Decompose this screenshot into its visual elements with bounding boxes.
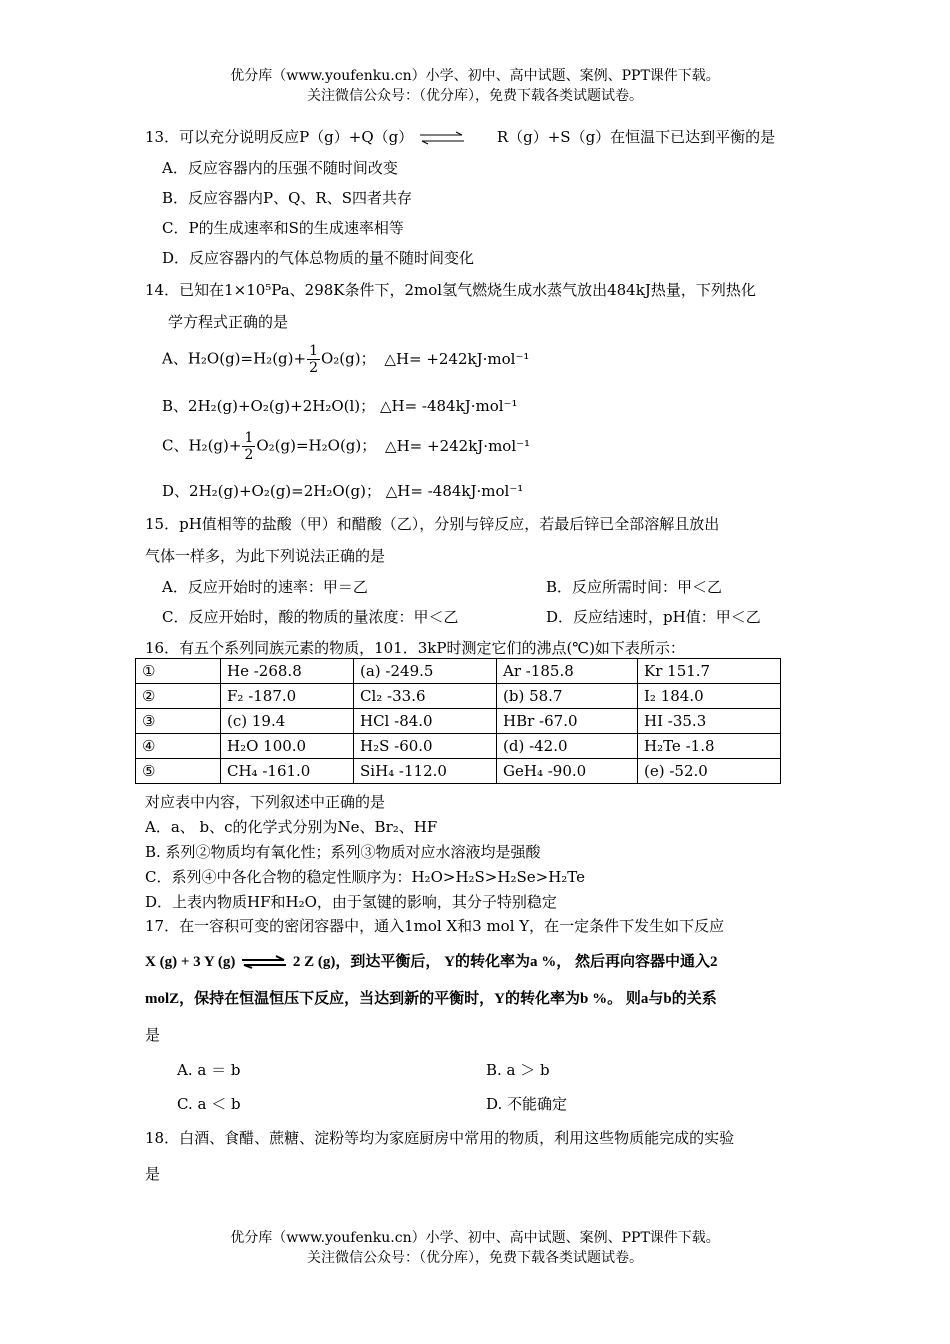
table-cell: HI -35.3 bbox=[638, 709, 781, 734]
table-row bbox=[136, 684, 781, 709]
q16-option-b: B. 系列②物质均有氧化性；系列③物质对应水溶液均是强酸 bbox=[145, 843, 541, 861]
q14-b-enthalpy: △H= -484kJ·mol⁻¹ bbox=[379, 397, 518, 415]
q14-d-enthalpy: △H= -484kJ·mol⁻¹ bbox=[385, 482, 524, 500]
q15-option-a: A．反应开始时的速率：甲＝乙 bbox=[162, 578, 368, 596]
q16-option-d: D．上表内物质HF和H₂O，由于氢键的影响，其分子特别稳定 bbox=[145, 893, 557, 911]
q13-option-a: A．反应容器内的压强不随时间改变 bbox=[162, 159, 398, 177]
q16-option-c: C．系列④中各化合物的稳定性顺序为：H₂O>H₂S>H₂Se>H₂Te bbox=[145, 868, 586, 886]
q14-c-enthalpy: △H= +242kJ·mol⁻¹ bbox=[385, 436, 531, 455]
table-cell: ③ bbox=[136, 709, 221, 734]
table-cell: H₂O 100.0 bbox=[221, 734, 354, 759]
table-row bbox=[136, 659, 781, 684]
fraction bbox=[307, 343, 320, 376]
fraction bbox=[242, 430, 255, 463]
q14-a-right: O₂(g)； bbox=[321, 349, 376, 368]
q16-option-a: A．a、 b、c的化学式分别为Ne、Br₂、HF bbox=[145, 818, 438, 836]
fraction-denominator: 2 bbox=[244, 447, 254, 463]
q13-stem-left: 13．可以充分说明反应P（g）+Q（g） bbox=[145, 128, 414, 146]
q15-option-b: B．反应所需时间：甲＜乙 bbox=[546, 578, 723, 596]
q17-equation-right: 2 Z (g)，到达平衡后， Y的转化率为a %， 然后再向容器中通入2 bbox=[292, 954, 718, 970]
q14-option-d bbox=[162, 480, 523, 501]
table-cell: GeH₄ -90.0 bbox=[497, 759, 638, 784]
table-cell: (b) 58.7 bbox=[497, 684, 638, 709]
q15-stem-1: 15．pH值相等的盐酸（甲）和醋酸（乙），分别与锌反应，若最后锌已全部溶解且放出 bbox=[145, 515, 720, 533]
header-line-2: 关注微信公众号：（优分库），免费下载各类试题试卷。 bbox=[307, 88, 643, 104]
q18-stem-2: 是 bbox=[145, 1165, 161, 1183]
q15-option-d: D．反应结速时，pH值：甲＜乙 bbox=[546, 608, 761, 626]
table-cell: SiH₄ -112.0 bbox=[354, 759, 497, 784]
q17-stem-1: 17．在一容积可变的密闭容器中，通入1mol X和3 mol Y，在一定条件下发生如下反应 bbox=[145, 917, 725, 935]
q17-equation-left: X (g) + 3 Y (g) bbox=[145, 954, 236, 970]
table-cell: CH₄ -161.0 bbox=[221, 759, 354, 784]
table-row bbox=[136, 759, 781, 784]
table-cell: (c) 19.4 bbox=[221, 709, 354, 734]
q14-a-left: A、H₂O(g)=H₂(g)+ bbox=[162, 349, 307, 368]
q17-stem-4: 是 bbox=[145, 1026, 161, 1044]
table-cell: HCl -84.0 bbox=[354, 709, 497, 734]
equilibrium-arrow-icon bbox=[418, 131, 466, 145]
table-cell: H₂S -60.0 bbox=[354, 734, 497, 759]
q13-stem bbox=[145, 126, 775, 147]
table-cell: He -268.8 bbox=[221, 659, 354, 684]
q18-stem-1: 18．白酒、食醋、蔗糖、淀粉等均为家庭厨房中常用的物质，利用这些物质能完成的实验 bbox=[145, 1129, 735, 1147]
q17-option-a: A. a ＝ b bbox=[177, 1061, 241, 1079]
table-cell: ① bbox=[136, 659, 221, 684]
table-cell: ⑤ bbox=[136, 759, 221, 784]
table-cell: ④ bbox=[136, 734, 221, 759]
q14-option-a bbox=[162, 343, 529, 376]
q13-option-b: B．反应容器内P、Q、R、S四者共存 bbox=[162, 189, 412, 207]
table-cell: H₂Te -1.8 bbox=[638, 734, 781, 759]
q14-option-c bbox=[162, 430, 530, 463]
q14-d-equation: D、2H₂(g)+O₂(g)=2H₂O(g)； bbox=[162, 482, 381, 500]
table-cell: Cl₂ -33.6 bbox=[354, 684, 497, 709]
fraction-numerator: 1 bbox=[244, 430, 254, 446]
q15-stem-2: 气体一样多，为此下列说法正确的是 bbox=[145, 547, 386, 565]
table-row bbox=[136, 709, 781, 734]
q14-c-right: O₂(g)=H₂O(g)； bbox=[256, 436, 377, 455]
table-cell: I₂ 184.0 bbox=[638, 684, 781, 709]
table-cell: Kr 151.7 bbox=[638, 659, 781, 684]
q16-stem: 16．有五个系列同族元素的物质，101．3kP时测定它们的沸点(℃)如下表所示： bbox=[145, 639, 685, 657]
q13-option-d: D．反应容器内的气体总物质的量不随时间变化 bbox=[162, 249, 475, 267]
q14-c-left: C、H₂(g)+ bbox=[162, 436, 242, 455]
q14-a-enthalpy: △H= +242kJ·mol⁻¹ bbox=[384, 349, 530, 368]
q17-option-b: B. a ＞ b bbox=[486, 1061, 550, 1079]
q14-option-b bbox=[162, 395, 517, 416]
q13-option-c: C．P的生成速率和S的生成速率相等 bbox=[162, 219, 404, 237]
table-row bbox=[136, 734, 781, 759]
fraction-numerator: 1 bbox=[309, 343, 318, 359]
table-cell: (e) -52.0 bbox=[638, 759, 781, 784]
table-cell: Ar -185.8 bbox=[497, 659, 638, 684]
q14-b-equation: B、2H₂(g)+O₂(g)+2H₂O(l)； bbox=[162, 397, 376, 415]
q17-stem-3: molZ，保持在恒温恒压下反应，当达到新的平衡时，Y的转化率为b %。 则a与b的关系 bbox=[145, 991, 717, 1007]
q14-stem-1: 14．已知在1×10⁵Pa、298K条件下，2mol氢气燃烧生成水蒸气放出484kJ热量，下列热化 bbox=[145, 281, 756, 299]
fraction-denominator: 2 bbox=[309, 360, 318, 376]
table-cell: ② bbox=[136, 684, 221, 709]
q17-option-d: D. 不能确定 bbox=[486, 1095, 568, 1113]
q17-equation-line bbox=[145, 950, 718, 971]
header-line-1: 优分库（www.youfenku.cn）小学、初中、高中试题、案例、PPT课件下载。 bbox=[230, 68, 720, 84]
table-cell: (a) -249.5 bbox=[354, 659, 497, 684]
q15-option-c: C．反应开始时，酸的物质的量浓度：甲＜乙 bbox=[162, 608, 459, 626]
table-cell: F₂ -187.0 bbox=[221, 684, 354, 709]
q17-option-c: C. a ＜ b bbox=[177, 1095, 241, 1113]
q16-after: 对应表中内容，下列叙述中正确的是 bbox=[145, 793, 386, 811]
footer-line-2: 关注微信公众号：（优分库），免费下载各类试题试卷。 bbox=[307, 1250, 643, 1266]
q13-stem-right: R（g）+S（g）在恒温下已达到平衡的是 bbox=[496, 128, 776, 146]
footer-line-1: 优分库（www.youfenku.cn）小学、初中、高中试题、案例、PPT课件下载。 bbox=[230, 1230, 720, 1246]
table-cell: HBr -67.0 bbox=[497, 709, 638, 734]
table-cell: (d) -42.0 bbox=[497, 734, 638, 759]
q14-stem-2: 学方程式正确的是 bbox=[168, 313, 289, 331]
equilibrium-arrow-icon bbox=[240, 955, 288, 969]
boiling-point-table bbox=[135, 658, 781, 784]
